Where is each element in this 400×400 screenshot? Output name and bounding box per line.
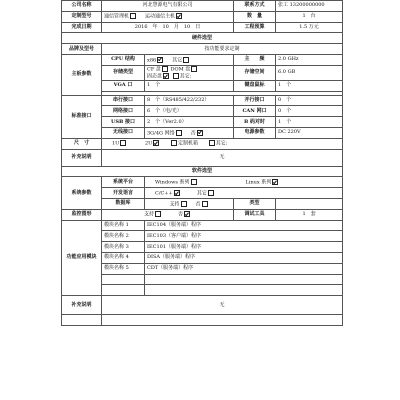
- module-row: [62, 231, 343, 242]
- monitor-opt2-label: 否: [178, 211, 184, 218]
- row-wireless: [62, 127, 343, 138]
- storage-opt3-checkbox[interactable]: [163, 73, 169, 79]
- row-db: [62, 198, 343, 209]
- tool-label: 调试工具: [234, 209, 276, 220]
- module-row-empty: [62, 274, 343, 285]
- sw-supplement-value: 无: [102, 296, 343, 315]
- module-row: [62, 220, 343, 231]
- wireless-opt1-label: 3G/4G 网络: [147, 130, 175, 137]
- platform-opt1-label: Windows 系列: [155, 179, 190, 186]
- platform-options: [145, 177, 343, 188]
- budget-value: 1.5 万元: [276, 22, 343, 33]
- model-options: [102, 11, 234, 22]
- lang-opt1-checkbox[interactable]: [174, 190, 180, 196]
- module-value: CDT（服务端）程序: [145, 263, 343, 274]
- module-row-empty: [62, 285, 343, 296]
- module-value: IEC101（服务端）程序: [145, 242, 343, 253]
- brand-value: 按功能要求定制: [102, 44, 343, 55]
- parallel-value: 0 个: [276, 95, 343, 106]
- db-opt1-checkbox[interactable]: [181, 201, 187, 207]
- wireless-options: [145, 127, 234, 138]
- model-label: 定制型号: [62, 11, 102, 22]
- space-label: 存储空间: [234, 65, 276, 80]
- row-hardware-section: [62, 33, 343, 44]
- qty-label: 数 量: [234, 11, 276, 22]
- cpu-label: CPU 结构: [102, 54, 145, 65]
- serial-label: 串行接口: [102, 95, 145, 106]
- size-opt3-checkbox[interactable]: [171, 140, 177, 146]
- lang-opt1-label: C/C++: [155, 190, 173, 197]
- size-opt1-checkbox[interactable]: [120, 140, 126, 146]
- lang-opt2-label: 其它: [196, 190, 207, 197]
- company-value: 河北慧源电气有限公司: [102, 1, 234, 12]
- module-value: DISA（服务端）程序: [145, 252, 343, 263]
- row-sw-supplement: [62, 296, 343, 315]
- size-opt4-checkbox[interactable]: [209, 140, 215, 146]
- size-label: 尺 寸: [62, 138, 102, 149]
- row-usb: [62, 117, 343, 128]
- monitor-opt2-checkbox[interactable]: [184, 211, 190, 217]
- custom-order-form: [61, 0, 342, 400]
- wireless-opt2-checkbox[interactable]: [197, 130, 203, 136]
- row-hw-supplement: [62, 149, 343, 166]
- row-software-section: [62, 166, 343, 177]
- space-value: 6.0 GB: [276, 65, 343, 80]
- b-code-label: B 码对时: [234, 117, 276, 128]
- row-model: [62, 11, 343, 22]
- row-brand: [62, 44, 343, 55]
- lang-opt2-checkbox[interactable]: [208, 190, 214, 196]
- sw-supplement-label: 补充说明: [62, 296, 102, 315]
- module-name-empty: [102, 285, 145, 296]
- cpu-options: [145, 54, 234, 65]
- storage-opt1-label: CF 盘: [147, 66, 161, 73]
- tail-cell-wide: [102, 315, 343, 326]
- row-platform: [62, 177, 343, 188]
- storage-opt3-label: 固态盘: [147, 73, 163, 80]
- cpu-opt1-label: x86: [147, 57, 157, 64]
- usb-value: 2 个（Ver2.0）: [145, 117, 234, 128]
- power-label: 电源参数: [234, 127, 276, 138]
- storage-options: [145, 65, 234, 80]
- kbm-label: 键盘鼠标: [234, 80, 276, 91]
- contact-label: 联系方式: [234, 1, 276, 12]
- db-opt2-checkbox[interactable]: [202, 201, 208, 207]
- monitor-label: 监控图形: [62, 209, 102, 220]
- hw-supplement-label: 补充说明: [62, 149, 102, 166]
- model-opt2-checkbox[interactable]: [176, 13, 182, 19]
- freq-value: 2.0 GHz: [276, 54, 343, 65]
- cpu-opt2-label: 其它: [172, 57, 183, 64]
- row-storage: [62, 65, 343, 80]
- cpu-opt1-checkbox[interactable]: [157, 57, 163, 63]
- row-date: [62, 22, 343, 33]
- row-company: [62, 1, 343, 12]
- module-name: 模块名称 2: [102, 231, 145, 242]
- vga-value: 1 个: [145, 80, 234, 91]
- module-value-empty: [145, 285, 343, 296]
- module-value: IEC104（服务端）程序: [145, 220, 343, 231]
- sys-params-label: 系统参数: [62, 177, 102, 209]
- kbm-value: 1 个: [276, 80, 343, 91]
- size-opt4-label: 其它:: [215, 140, 228, 147]
- wireless-label: 无线接口: [102, 127, 145, 138]
- net-label: 网络接口: [102, 106, 145, 117]
- platform-opt2-label: Linux 系列: [245, 179, 272, 186]
- vga-label: VGA 口: [102, 80, 145, 91]
- wireless-opt2-label: 否: [190, 130, 196, 137]
- size-opt3-label: 定制机箱: [178, 140, 199, 147]
- budget-label: 工程预算: [234, 22, 276, 33]
- module-row: [62, 242, 343, 253]
- storage-opt2-label: DOM 盘: [170, 66, 191, 73]
- row-monitor: [62, 209, 343, 220]
- wireless-opt1-checkbox[interactable]: [176, 130, 182, 136]
- func-modules-label: 功能应用模块: [62, 220, 102, 296]
- model-opt1-checkbox[interactable]: [130, 13, 136, 19]
- lang-label: 开发语言: [102, 188, 145, 199]
- brand-label: 品牌及型号: [62, 44, 102, 55]
- type-label: 类型: [234, 198, 276, 209]
- module-name: 模块名称 5: [102, 263, 145, 274]
- model-opt2-label: 运动通信主机: [145, 13, 176, 20]
- platform-opt1-checkbox[interactable]: [191, 179, 197, 185]
- tool-value: 1 套: [276, 209, 343, 220]
- platform-label: 系统平台: [102, 177, 145, 188]
- tail-cell: [62, 315, 102, 326]
- storage-label: 存储类型: [102, 65, 145, 80]
- module-name: 模块名称 3: [102, 242, 145, 253]
- company-label: 公司名称: [62, 1, 102, 12]
- row-net: [62, 106, 343, 117]
- storage-opt4-label: 其它:: [179, 73, 192, 80]
- power-value: DC 220V: [276, 127, 343, 138]
- can-value: 0 个: [276, 106, 343, 117]
- hw-supplement-value: 无: [102, 149, 343, 166]
- row-tail: [62, 315, 343, 326]
- size-opt2-label: 2U: [145, 140, 153, 147]
- db-options: [145, 198, 234, 209]
- serial-value: 8 个（RS485/422/232）: [145, 95, 234, 106]
- parallel-label: 并行接口: [234, 95, 276, 106]
- freq-label: 主 频: [234, 54, 276, 65]
- db-opt1-label: 支持: [169, 201, 180, 208]
- row-cpu: [62, 54, 343, 65]
- storage-opt2-checkbox[interactable]: [191, 66, 197, 72]
- row-size: [62, 138, 343, 149]
- hardware-section-title: 硬件选型: [62, 33, 343, 44]
- monitor-opt1-checkbox[interactable]: [155, 211, 161, 217]
- module-row: [62, 252, 343, 263]
- module-name: 模块名称 1: [102, 220, 145, 231]
- qty-value: 1 台: [276, 11, 343, 22]
- size-options: [102, 138, 343, 149]
- module-value-empty: [145, 274, 343, 285]
- type-value: [276, 198, 343, 209]
- can-label: CAN 网口: [234, 106, 276, 117]
- net-value: 6 个（电/光）: [145, 106, 234, 117]
- row-serial: [62, 95, 343, 106]
- monitor-options: [102, 209, 234, 220]
- usb-label: USB 接口: [102, 117, 145, 128]
- lang-options: [145, 188, 343, 199]
- cpu-opt2-checkbox[interactable]: [183, 57, 189, 63]
- order-table: [61, 0, 343, 326]
- contact-value: 张工 13200000000: [276, 1, 343, 12]
- mainboard-label: 主板参数: [62, 54, 102, 95]
- size-opt1-label: 1U: [112, 140, 120, 147]
- platform-opt2-checkbox[interactable]: [272, 179, 278, 185]
- row-vga: [62, 80, 343, 91]
- module-value: IEC103（客户端）程序: [145, 231, 343, 242]
- module-name: 模块名称 4: [102, 252, 145, 263]
- size-opt2-checkbox[interactable]: [153, 140, 159, 146]
- db-label: 数据库: [102, 198, 145, 209]
- storage-opt4-checkbox[interactable]: [173, 73, 179, 79]
- b-code-value: 1 个: [276, 117, 343, 128]
- model-opt1-label: 通信管理机: [104, 13, 130, 20]
- row-lang: [62, 188, 343, 199]
- db-opt2-label: 否: [195, 201, 201, 208]
- std-interface-label: 标准接口: [62, 95, 102, 138]
- software-section-title: 软件选型: [62, 166, 343, 177]
- module-name-empty: [102, 274, 145, 285]
- storage-opt1-checkbox[interactable]: [162, 66, 168, 72]
- date-value: 2016 年 10 月 10 日: [102, 22, 234, 33]
- date-label: 完成日期: [62, 22, 102, 33]
- monitor-opt1-label: 支持: [144, 211, 155, 218]
- module-row: [62, 263, 343, 274]
